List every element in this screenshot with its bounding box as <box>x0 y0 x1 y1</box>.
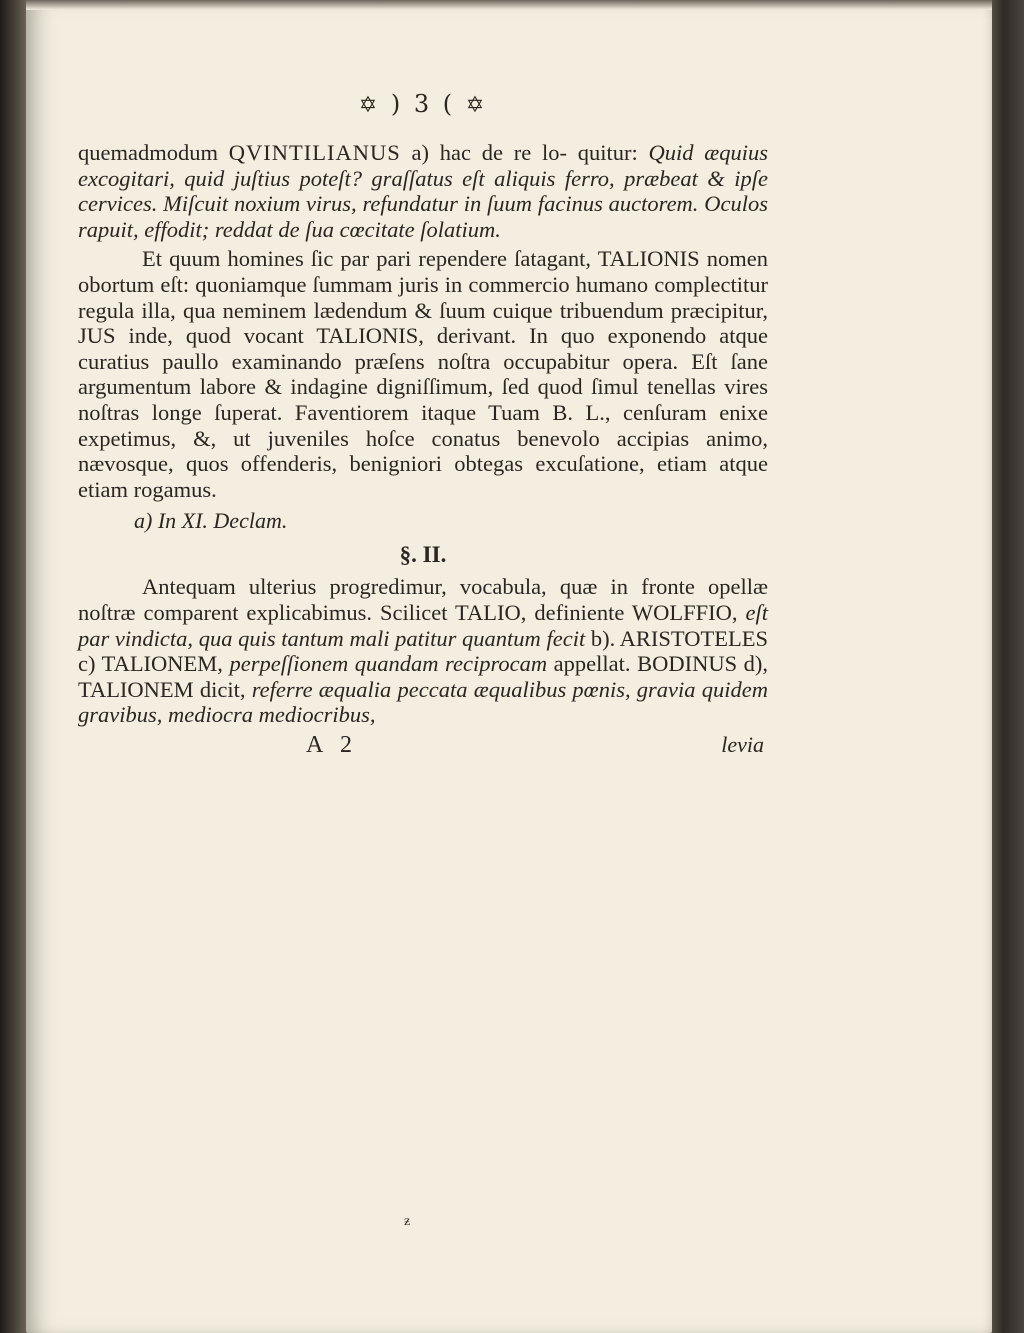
definition-quote: eſt par vindicta, qua quis tantum mali patitur quantum fecit <box>78 599 768 651</box>
book-spine-left <box>0 0 26 1333</box>
running-head <box>78 88 768 122</box>
definition-quote: perpeſſionem quandam reciprocam <box>229 651 548 677</box>
star-ornament-right-icon: ✡ <box>465 93 488 118</box>
page-number: ) 3 ( <box>390 90 456 118</box>
page-text-block <box>78 88 768 759</box>
stray-ink-mark: ƶ <box>404 1214 411 1229</box>
star-ornament-left-icon: ✡ <box>358 93 381 118</box>
text-run: quitur: <box>577 140 649 165</box>
paragraph-talio: Et quum homines ſic par pari rependere ſatagant, TALIONIS nomen obortum eſt: quoniamque ſummam juris in commercio humano complectitur regula illa, qua neminem lædendum & ſuum cuique tribuendum præcipitur, JUS inde, quod vocant TALIONIS, derivant. In quo exponendo atque curatius paullo examinando præſens noſtra occupabitur opera. Eſt ſane argumentum labore & indagine digniſſimum, ſed quod ſimul tenellas vires noſtras longe ſuperat. Faventiorem itaque Tuam B. L., cenſuram enixe expetimus, &, ut juveniles hoſce conatus benevolo accipias animo, nævosque, quos offenderis, benigniori obtegas excuſatione, etiam atque etiam rogamus. <box>78 246 768 502</box>
page-top-shadow <box>26 0 992 10</box>
signature-mark: A 2 <box>306 731 359 758</box>
text-run: b). ARISTOTELES c) TALIONEM, <box>78 625 769 677</box>
text-run: quemadmodum <box>78 140 229 165</box>
paragraph-definitions <box>78 574 768 728</box>
footnote-a: a) In XI. Declam. <box>134 508 288 534</box>
paragraph-quintilian <box>78 140 768 242</box>
text-run: Antequam ulterius progredimur, vocabula, quæ in fronte opellæ noſtræ comparent explicabimus. Scilicet TALIO, definiente WOLFFIO, <box>78 574 768 625</box>
author-name: QVINTILIANUS <box>228 140 401 165</box>
definition-quote: referre æqualia peccata æqualibus pœnis, gravia quidem gravibus, mediocra mediocribus, <box>78 676 769 728</box>
text-run: appellat. BODINUS d), TALIONEM dicit, <box>78 651 769 702</box>
section-heading: §. II. <box>399 542 447 568</box>
book-cover-right <box>990 0 1024 1333</box>
quotation: Quid æquius excogitari, quid juſtius poteſt? graſſatus eſt aliquis ferro, præbeat & ipſe cervices. Miſcuit noxium virus, refundatur in ſuum facinus auctorem. Oculos rapuit, effodit; reddat de ſua cœcitate ſolatium. <box>78 140 769 242</box>
catchword: levia <box>721 731 764 757</box>
text-run: a) hac de re lo- <box>400 140 567 165</box>
page-footer <box>78 732 768 759</box>
